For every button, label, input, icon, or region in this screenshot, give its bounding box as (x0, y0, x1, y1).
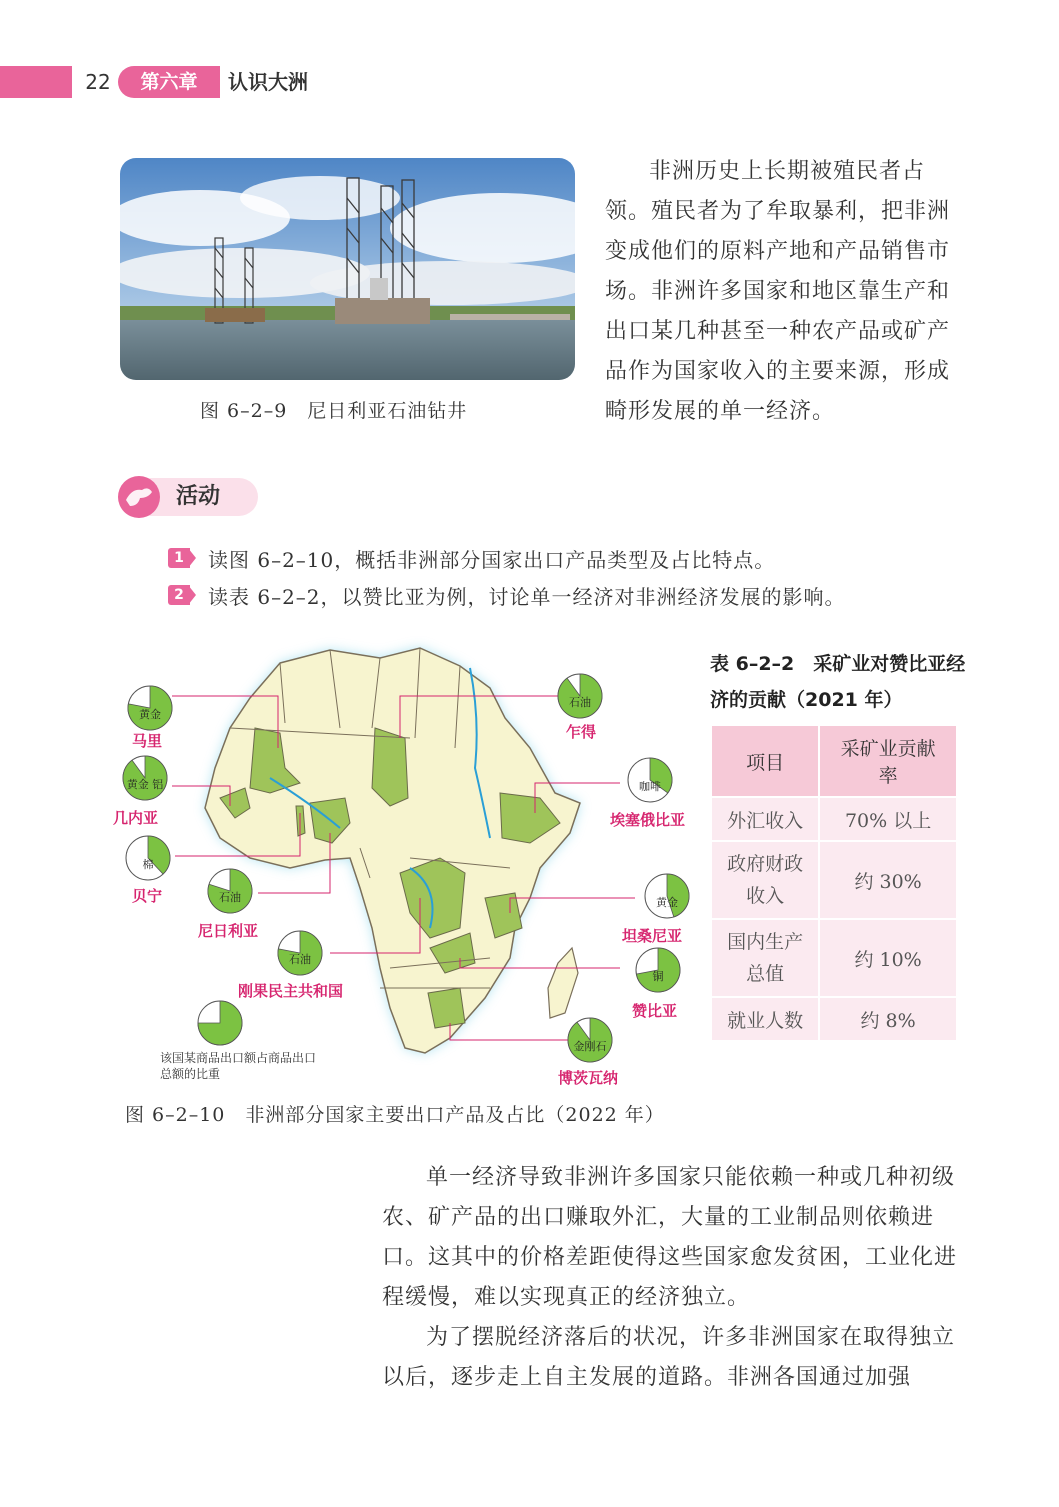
label-benin: 贝宁 (132, 887, 163, 905)
table-cell-rate: 约 30% (819, 841, 957, 919)
mining-contribution-table (710, 724, 958, 1042)
table-6-2-2-title: 表 6–2–2 采矿业对赞比亚经济的贡献（2021 年） (710, 653, 966, 711)
pie-0-product: 黄金 (139, 708, 161, 721)
activity-icon (118, 476, 160, 518)
table-row (711, 841, 957, 919)
label-nigeria: 尼日利亚 (198, 922, 259, 940)
pie-3-product: 石油 (219, 891, 241, 904)
pie-4-product: 石油 (289, 953, 311, 966)
oil-rig-photo (120, 158, 575, 380)
label-ethiopia: 埃塞俄比亚 (610, 811, 686, 829)
table-cell-rate: 约 8% (819, 997, 957, 1041)
label-mali: 马里 (132, 732, 163, 750)
table-row (711, 919, 957, 997)
table-row (711, 997, 957, 1041)
task-2-text: 读表 6–2–2，以赞比亚为例，讨论单一经济对非洲经济发展的影响。 (208, 585, 846, 609)
task-2-number: 2 (168, 585, 190, 605)
table-cell-item: 政府财政收入 (711, 841, 819, 919)
pie-7-product: 黄金 (656, 896, 678, 909)
page-number: 22 (72, 64, 124, 100)
label-chad: 乍得 (566, 723, 597, 741)
map-legend-text: 该国某商品出口额占商品出口总额的比重 (160, 1051, 317, 1081)
header-accent-bar (0, 66, 80, 98)
task-2-arrow (188, 585, 196, 605)
label-zambia: 赞比亚 (632, 1002, 678, 1020)
table-header-item: 项目 (711, 725, 819, 797)
table-cell-item: 国内生产总值 (711, 919, 819, 997)
figure-6-2-10-caption: 图 6–2–10 非洲部分国家主要出口产品及占比（2022 年） (125, 1104, 665, 1126)
pie-9-product: 金刚石 (573, 1040, 607, 1053)
pie-6-product: 咖啡 (639, 780, 661, 793)
pie-2-product: 棉 (142, 858, 154, 871)
paragraph-single-economy: 单一经济导致非洲许多国家只能依赖一种或几种初级农、矿产品的出口赚取外汇，大量的工业制品则依赖进口。这其中的价格差距使得这些国家愈发贫困，工业化进程缓慢，难以实现真正的经济独立。 (382, 1165, 958, 1310)
figure-6-2-9-caption: 图 6–2–9 尼日利亚石油钻井 (200, 400, 468, 422)
africa-export-map (110, 628, 700, 1088)
label-drc: 刚果民主共和国 (238, 982, 344, 1000)
paragraph-colonial-history: 非洲历史上长期被殖民者占领。殖民者为了牟取暴利，把非洲变成他们的原料产地和产品销售市场。非洲许多国家和地区靠生产和出口某几种甚至一种农产品或矿产品作为国家收入的主要来源，形成畸形发展的单一经济。 (605, 159, 951, 424)
table-header-rate: 采矿业贡献率 (819, 725, 957, 797)
task-1-text: 读图 6–2–10，概括非洲部分国家出口产品类型及占比特点。 (208, 548, 776, 572)
table-cell-item: 外汇收入 (711, 797, 819, 841)
activity-title: 活动 (176, 484, 221, 509)
pie-8-product: 铜 (652, 970, 664, 983)
table-row (711, 797, 957, 841)
paragraph-independent-development: 为了摆脱经济落后的状况，许多非洲国家在取得独立以后，逐步走上自主发展的道路。非洲各国通过加强 (382, 1325, 956, 1390)
chapter-badge: 第六章 (118, 66, 220, 98)
table-cell-rate: 约 10% (819, 919, 957, 997)
label-tanzania: 坦桑尼亚 (622, 927, 683, 945)
table-cell-rate: 70% 以上 (819, 797, 957, 841)
pie-5-product: 石油 (569, 696, 591, 709)
chapter-title: 认识大洲 (228, 70, 308, 94)
table-header-row (711, 725, 957, 797)
label-guinea: 几内亚 (113, 809, 159, 827)
task-1-arrow (188, 548, 196, 568)
table-cell-item: 就业人数 (711, 997, 819, 1041)
task-1-number: 1 (168, 548, 190, 568)
pie-1-product: 黄金 铝 (126, 778, 164, 791)
label-botswana: 博茨瓦纳 (558, 1069, 619, 1087)
